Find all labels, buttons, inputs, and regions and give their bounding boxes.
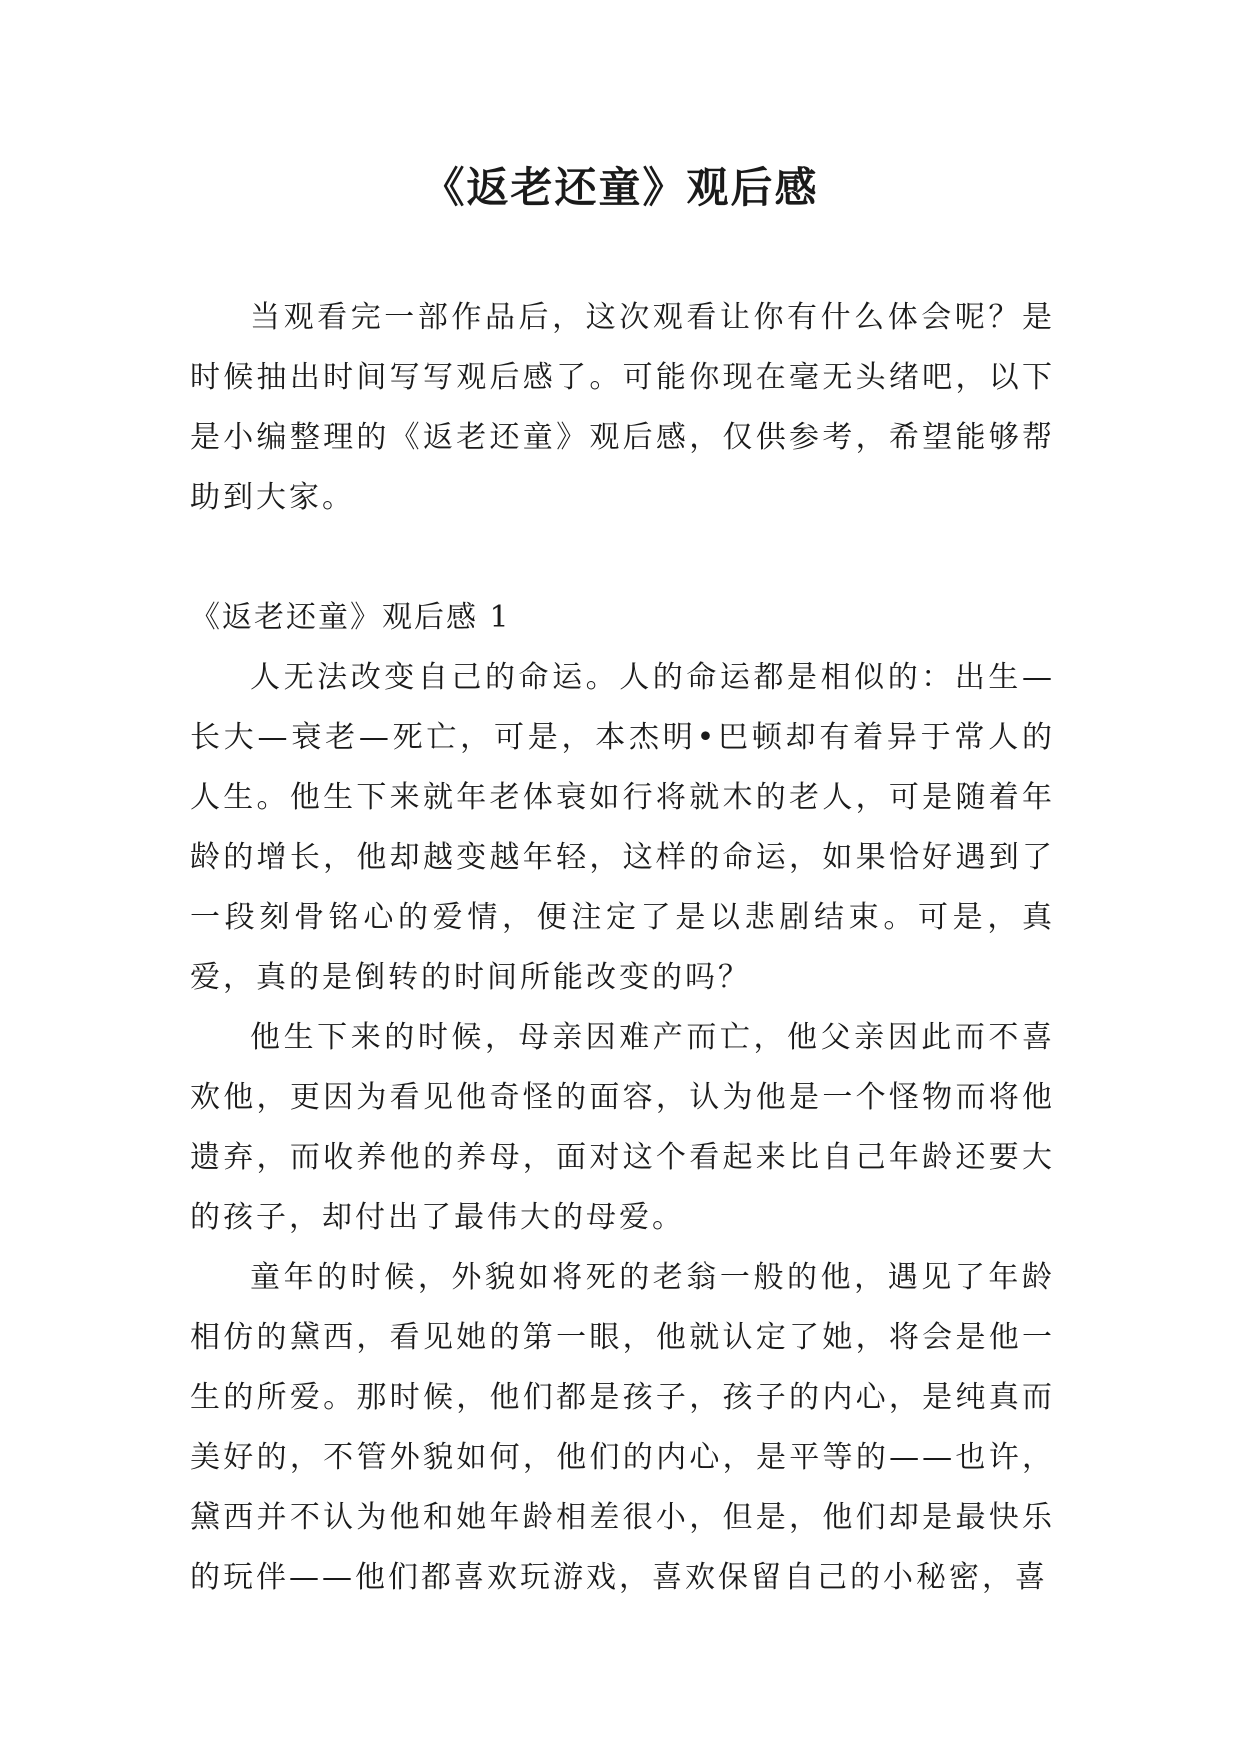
section-heading: 《返老还童》观后感 1: [190, 600, 511, 635]
document-title: 《返老还童》观后感: [422, 163, 819, 212]
document-body: [190, 288, 1055, 1608]
body-paragraph-2: 他生下来的时候，母亲因难产而亡，他父亲因此而不喜欢他，更因为看见他奇怪的面容，认为他是一个怪物而将他遗弃，而收养他的养母，面对这个看起来比自己年龄还要大的孩子，却付出了最伟大的母爱。: [190, 1020, 1055, 1235]
body-paragraph-3: 童年的时候，外貌如将死的老翁一般的他，遇见了年龄相仿的黛西，看见她的第一眼，他就认定了她，将会是他一生的所爱。那时候，他们都是孩子，孩子的内心，是纯真而美好的，不管外貌如何，他们的内心，是平等的——也许，黛西并不认为他和她年龄相差很小，但是，他们却是最快乐的玩伴——他们都喜欢玩游戏，喜欢保留自己的小秘密，喜: [190, 1260, 1055, 1595]
intro-paragraph: 当观看完一部作品后，这次观看让你有什么体会呢？是时候抽出时间写写观后感了。可能你现在毫无头绪吧，以下是小编整理的《返老还童》观后感，仅供参考，希望能够帮助到大家。: [190, 300, 1055, 515]
body-paragraph-1: 人无法改变自己的命运。人的命运都是相似的：出生—长大—衰老—死亡，可是，本杰明•巴顿却有着异于常人的人生。他生下来就年老体衰如行将就木的老人，可是随着年龄的增长，他却越变越年轻，这样的命运，如果恰好遇到了一段刻骨铭心的爱情，便注定了是以悲剧结束。可是，真爱，真的是倒转的时间所能改变的吗？: [190, 660, 1055, 995]
